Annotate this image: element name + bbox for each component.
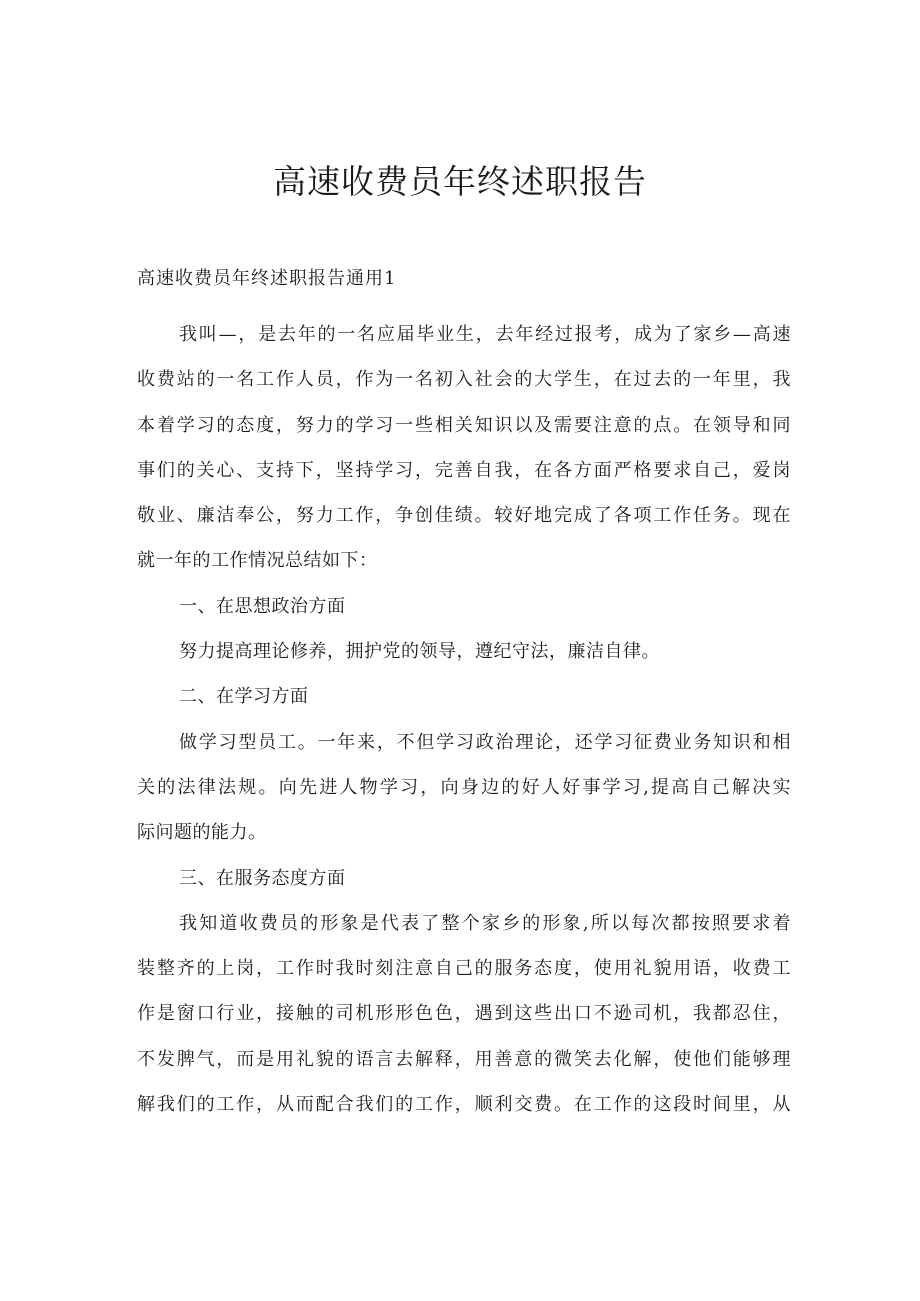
text-line: 敬业、廉洁奉公，努力工作，争创佳绩。较好地完成了各项工作任务。现在	[137, 505, 791, 527]
text-line: 不发脾气，而是用礼貌的语言去解释，用善意的微笑去化解，使他们能够理	[137, 1048, 791, 1070]
text-line: 一、在思想政治方面	[179, 595, 346, 617]
text-line: 作是窗口行业，接触的司机形形色色，遇到这些出口不逊司机，我都忍住，	[137, 1003, 791, 1025]
text-line: 努力提高理论修养，拥护党的领导，遵纪守法，廉洁自律。	[179, 641, 660, 663]
document-body	[137, 312, 791, 1127]
text-line: 际问题的能力。	[137, 822, 267, 844]
text-line: 二、在学习方面	[179, 686, 309, 708]
text-line: 收费站的一名工作人员，作为一名初入社会的大学生，在过去的一年里，我	[137, 369, 791, 391]
text-line: 事们的关心、支持下，坚持学习，完善自我，在各方面严格要求自己，爱岗	[137, 459, 791, 481]
text-line: 我叫—，是去年的一名应届毕业生，去年经过报考，成为了家乡—高速	[179, 324, 791, 345]
text-line: 三、在服务态度方面	[179, 867, 346, 889]
text-line: 关的法律法规。向先进人物学习，向身边的好人好事学习,提高自己解决实	[137, 776, 791, 798]
text-line: 做学习型员工。一年来，不但学习政治理论，还学习征费业务知识和相	[179, 731, 791, 753]
document-subtitle: 高速收费员年终述职报告通用1	[137, 268, 397, 289]
text-line: 本着学习的态度，努力的学习一些相关知识以及需要注意的点。在领导和同	[137, 414, 791, 436]
text-line: 就一年的工作情况总结如下：	[137, 550, 378, 572]
text-line: 解我们的工作，从而配合我们的工作，顺利交费。在工作的这段时间里，从	[137, 1094, 791, 1116]
text-line: 我知道收费员的形象是代表了整个家乡的形象,所以每次都按照要求着	[179, 912, 791, 934]
document-title: 高速收费员年终述职报告	[273, 162, 647, 201]
text-line: 装整齐的上岗，工作时我时刻注意自己的服务态度，使用礼貌用语，收费工	[137, 958, 791, 980]
